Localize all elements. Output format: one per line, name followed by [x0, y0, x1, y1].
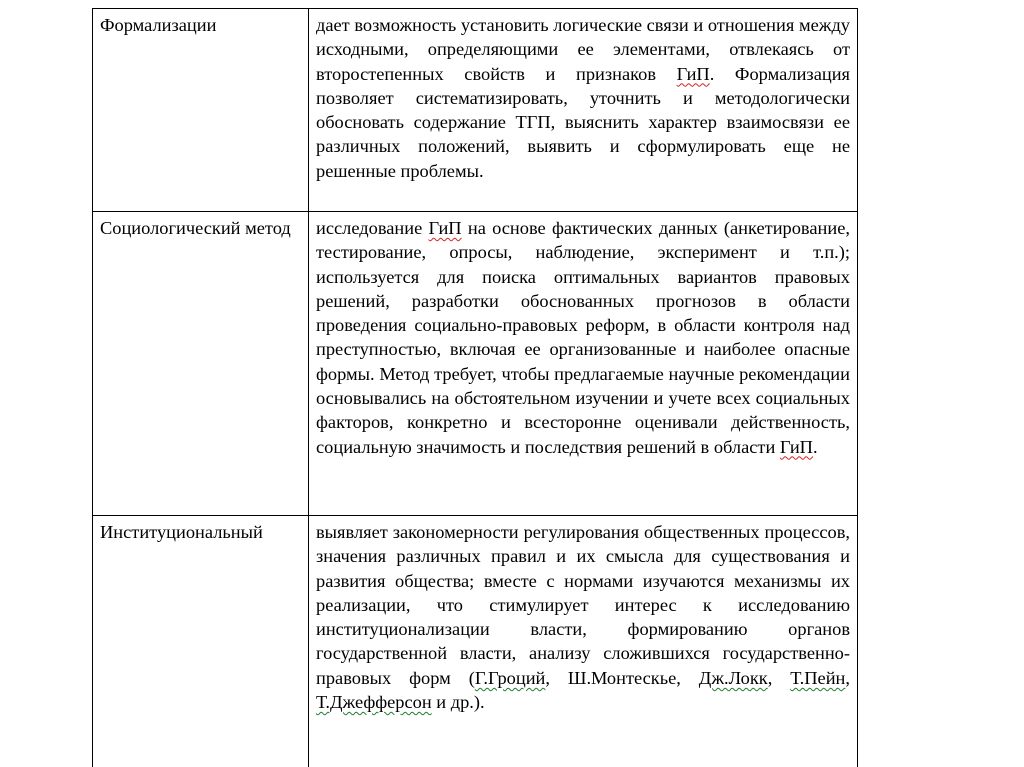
grammar-check-word: Дж.Локк	[698, 667, 768, 688]
method-name: Институциональный	[93, 516, 309, 767]
grammar-check-word: Т.Джефферсон	[316, 692, 432, 713]
text-fragment: ми, отвлекаясь от второстепенных свойств и признаков	[316, 39, 850, 84]
text-fragment: и др.).	[431, 692, 485, 713]
spellcheck-word: ГиП	[779, 436, 813, 457]
text-fragment: ,	[845, 667, 850, 688]
method-description	[309, 516, 858, 767]
method-name: Социологический метод	[93, 212, 309, 516]
text-fragment: на основе фактических данных (анкетирование, тестирование, опросы, наблюдение, эксперимент и т.п.); используется для поиска оптимальных вариантов правовых решений, разработки обоснованных прогнозов в области проведения социально-правовых реформ, в области контроля над преступностью, включая ее организованные и наиболее опасные формы. Метод требует, чтобы предлагаемые научные рекомендации основывались на обстоятельном изучении и учете всех социальных факторов, конкретно и всесторонне оценивали действенность, социальную значимость и последствия решений в области	[316, 218, 850, 457]
table-row	[93, 516, 858, 767]
spellcheck-word: ГиП	[428, 218, 462, 238]
table-row	[93, 212, 858, 516]
text-fragment: выявляет закономерности регулирования общественных процессов, значения различных правил и их смысла для существования и развития общества; вместе с нормами изучаются механизмы их реализации, что стимулирует интерес к исследованию институционализации власти, формированию органов государственной власти, анализу сложившихся государственно-правовых форм (	[316, 522, 850, 688]
method-description	[309, 212, 858, 516]
text-fragment: дает возможность установить логические связи и отно	[316, 15, 744, 35]
grammar-check-word: Т.Пейн	[790, 667, 846, 688]
text-fragment: .	[812, 436, 818, 457]
table-row	[93, 9, 858, 212]
methods-table	[92, 8, 858, 767]
spellcheck-word: ГиП	[676, 63, 710, 84]
text-fragment: , Ш.Монтескье,	[545, 667, 699, 688]
text-fragment: исследование	[316, 218, 429, 238]
text-fragment: ,	[767, 667, 791, 688]
grammar-check-word: Г.Гроций	[474, 667, 546, 688]
method-description	[309, 9, 858, 212]
text-fragment: . Формализация позволяет систематизировать, уточнить и методологически обосновать содержание ТГП, выяснить характер взаимосвязи ее различных положений, выявить и сформулировать еще не решенные проблемы.	[316, 63, 850, 181]
text-fragment: шения между исходными, определяющими ее элемента	[316, 15, 850, 60]
method-name: Формализации	[93, 9, 309, 212]
